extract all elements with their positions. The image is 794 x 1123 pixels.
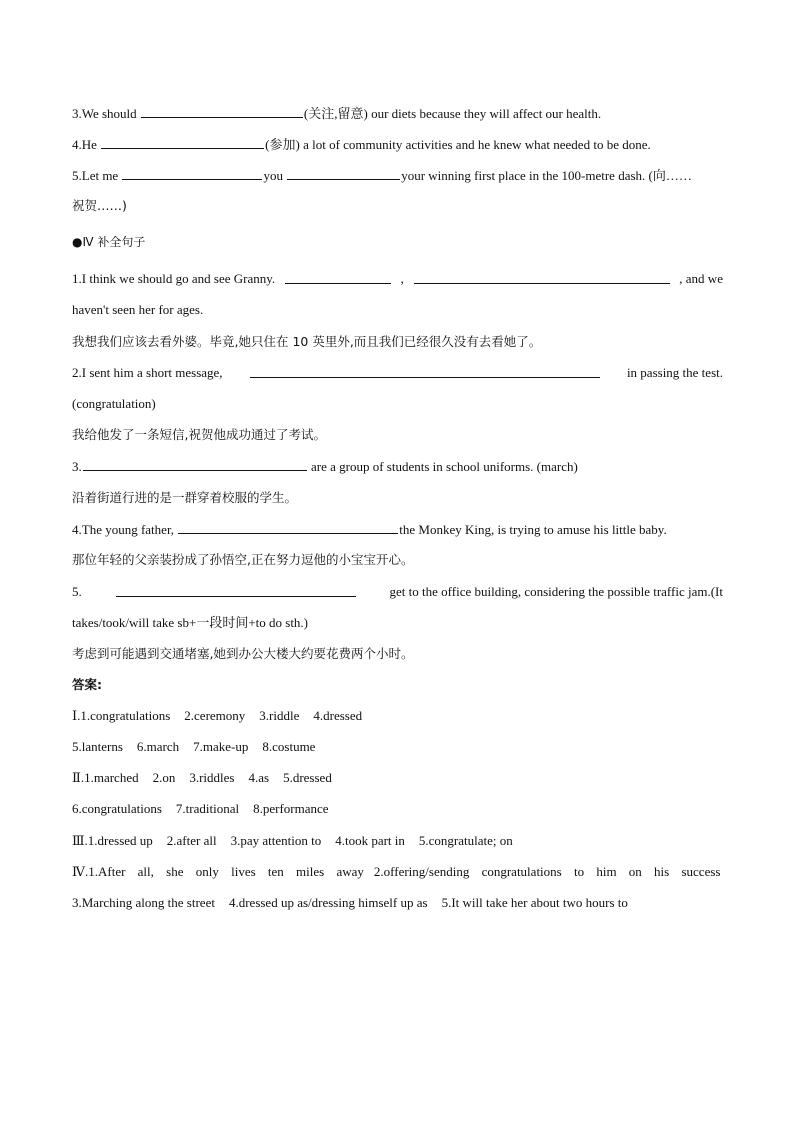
answer-item: 6.march <box>136 739 180 754</box>
answer-line-1 <box>72 707 723 725</box>
answer-item: 3.riddle <box>259 708 300 723</box>
answer-item: 4.dressed up as/dressing himself up as <box>228 895 428 910</box>
sentence-1-cont: haven't seen her for ages. <box>72 302 204 317</box>
item-text: your winning first place in the 100-metre dash. (向…… <box>401 168 692 183</box>
answer-item: 5.It will take her about two hours to <box>441 895 628 910</box>
sentence-prefix: 4.The young father, <box>72 522 178 537</box>
answer-item: 2.offering/sending congratulations to him on his success <box>373 864 721 879</box>
item-prefix: 3.We should <box>72 106 140 121</box>
answer-item: 5.lanterns <box>72 739 123 754</box>
sentence-text: get to the office building, considering the possible traffic jam.(It <box>389 584 723 599</box>
item-prefix: 4.He <box>72 137 101 152</box>
answer-blank[interactable] <box>250 364 600 378</box>
answer-item: 8.performance <box>253 801 329 816</box>
sentence-text: in passing the test. <box>626 365 723 380</box>
item-text: 祝贺……) <box>72 198 127 213</box>
answer-item: 7.make-up <box>193 739 249 754</box>
answer-item: 2.on <box>152 770 176 785</box>
sentence-prefix: 2.I sent him a short message, <box>72 365 223 380</box>
answer-item: 2.after all <box>166 833 217 848</box>
sentence-sep: , <box>400 271 404 286</box>
answer-item: Ⅰ.1.congratulations <box>72 708 171 723</box>
sentence-1 <box>72 270 723 288</box>
answer-item: 5.congratulate; on <box>418 833 513 848</box>
sentence-prefix: 1.I think we should go and see Granny. <box>72 271 276 286</box>
sentence-prefix: 5. <box>72 584 82 599</box>
section-heading: ●Ⅳ 补全句子 <box>72 235 146 249</box>
sentence-2 <box>72 364 723 382</box>
answer-item: 4.as <box>248 770 270 785</box>
sentence-3 <box>72 457 723 476</box>
answer-line-3 <box>72 769 723 787</box>
part3-item-5-cont <box>72 197 723 215</box>
item-text: (关注,留意) our diets because they will affect our health. <box>303 106 602 121</box>
sentence-text: takes/took/will take sb+一段时间+to do sth.) <box>72 615 309 630</box>
answer-blank[interactable] <box>414 270 670 284</box>
sentence-1-translation: 我想我们应该去看外婆。毕竟,她只住在 10 英里外,而且我们已经很久没有去看她了。 <box>72 334 542 349</box>
answer-item: 8.costume <box>262 739 316 754</box>
answer-item: 2.ceremony <box>184 708 246 723</box>
answer-item: 5.dressed <box>283 770 332 785</box>
answer-blank[interactable] <box>285 270 391 284</box>
part3-item-5 <box>72 166 723 185</box>
answer-item: Ⅲ.1.dressed up <box>72 833 153 848</box>
answer-item: 3.Marching along the street <box>72 895 215 910</box>
answer-blank[interactable] <box>141 104 303 118</box>
sentence-text: are a group of students in school uniforms. (march) <box>307 459 578 474</box>
answer-line-6 <box>72 863 723 881</box>
answer-item: Ⅳ.1.After all, she only lives ten miles away <box>72 864 364 879</box>
part3-item-4 <box>72 135 723 154</box>
answers-heading: 答案: <box>72 677 102 692</box>
sentence-3-translation: 沿着街道行进的是一群穿着校服的学生。 <box>72 490 298 505</box>
part3-item-3 <box>72 104 723 123</box>
sentence-4-translation: 那位年轻的父亲装扮成了孙悟空,正在努力逗他的小宝宝开心。 <box>72 552 414 567</box>
answer-blank[interactable] <box>101 135 264 149</box>
sentence-4 <box>72 520 723 539</box>
sentence-5-cont <box>72 614 723 632</box>
sentence-2-cont: (congratulation) <box>72 396 156 411</box>
answer-blank[interactable] <box>116 583 356 597</box>
item-text: (参加) a lot of community activities and he knew what needed to be done. <box>265 137 651 152</box>
answer-item: 4.dressed <box>313 708 363 723</box>
answer-line-2 <box>72 738 723 756</box>
answer-blank[interactable] <box>178 520 398 534</box>
answer-item: 6.congratulations <box>72 801 162 816</box>
answer-blank[interactable] <box>122 166 262 180</box>
sentence-text: , and we <box>679 271 723 286</box>
item-text: you <box>263 168 287 183</box>
item-prefix: 5.Let me <box>72 168 122 183</box>
answer-item: Ⅱ.1.marched <box>72 770 139 785</box>
answer-item: 3.riddles <box>189 770 235 785</box>
sentence-2-translation: 我给他发了一条短信,祝贺他成功通过了考试。 <box>72 427 326 442</box>
answer-blank[interactable] <box>83 457 307 471</box>
answer-line-5 <box>72 832 723 850</box>
sentence-5 <box>72 583 723 601</box>
answer-blank[interactable] <box>287 166 400 180</box>
sentence-5-translation: 考虑到可能遇到交通堵塞,她到办公大楼大约要花费两个小时。 <box>72 646 414 661</box>
answer-item: 3.pay attention to <box>230 833 322 848</box>
sentence-prefix: 3. <box>72 459 82 474</box>
answer-line-7 <box>72 894 723 912</box>
answer-item: 4.took part in <box>335 833 405 848</box>
answer-line-4 <box>72 800 723 818</box>
sentence-text: the Monkey King, is trying to amuse his little baby. <box>399 522 667 537</box>
answer-item: 7.traditional <box>175 801 240 816</box>
